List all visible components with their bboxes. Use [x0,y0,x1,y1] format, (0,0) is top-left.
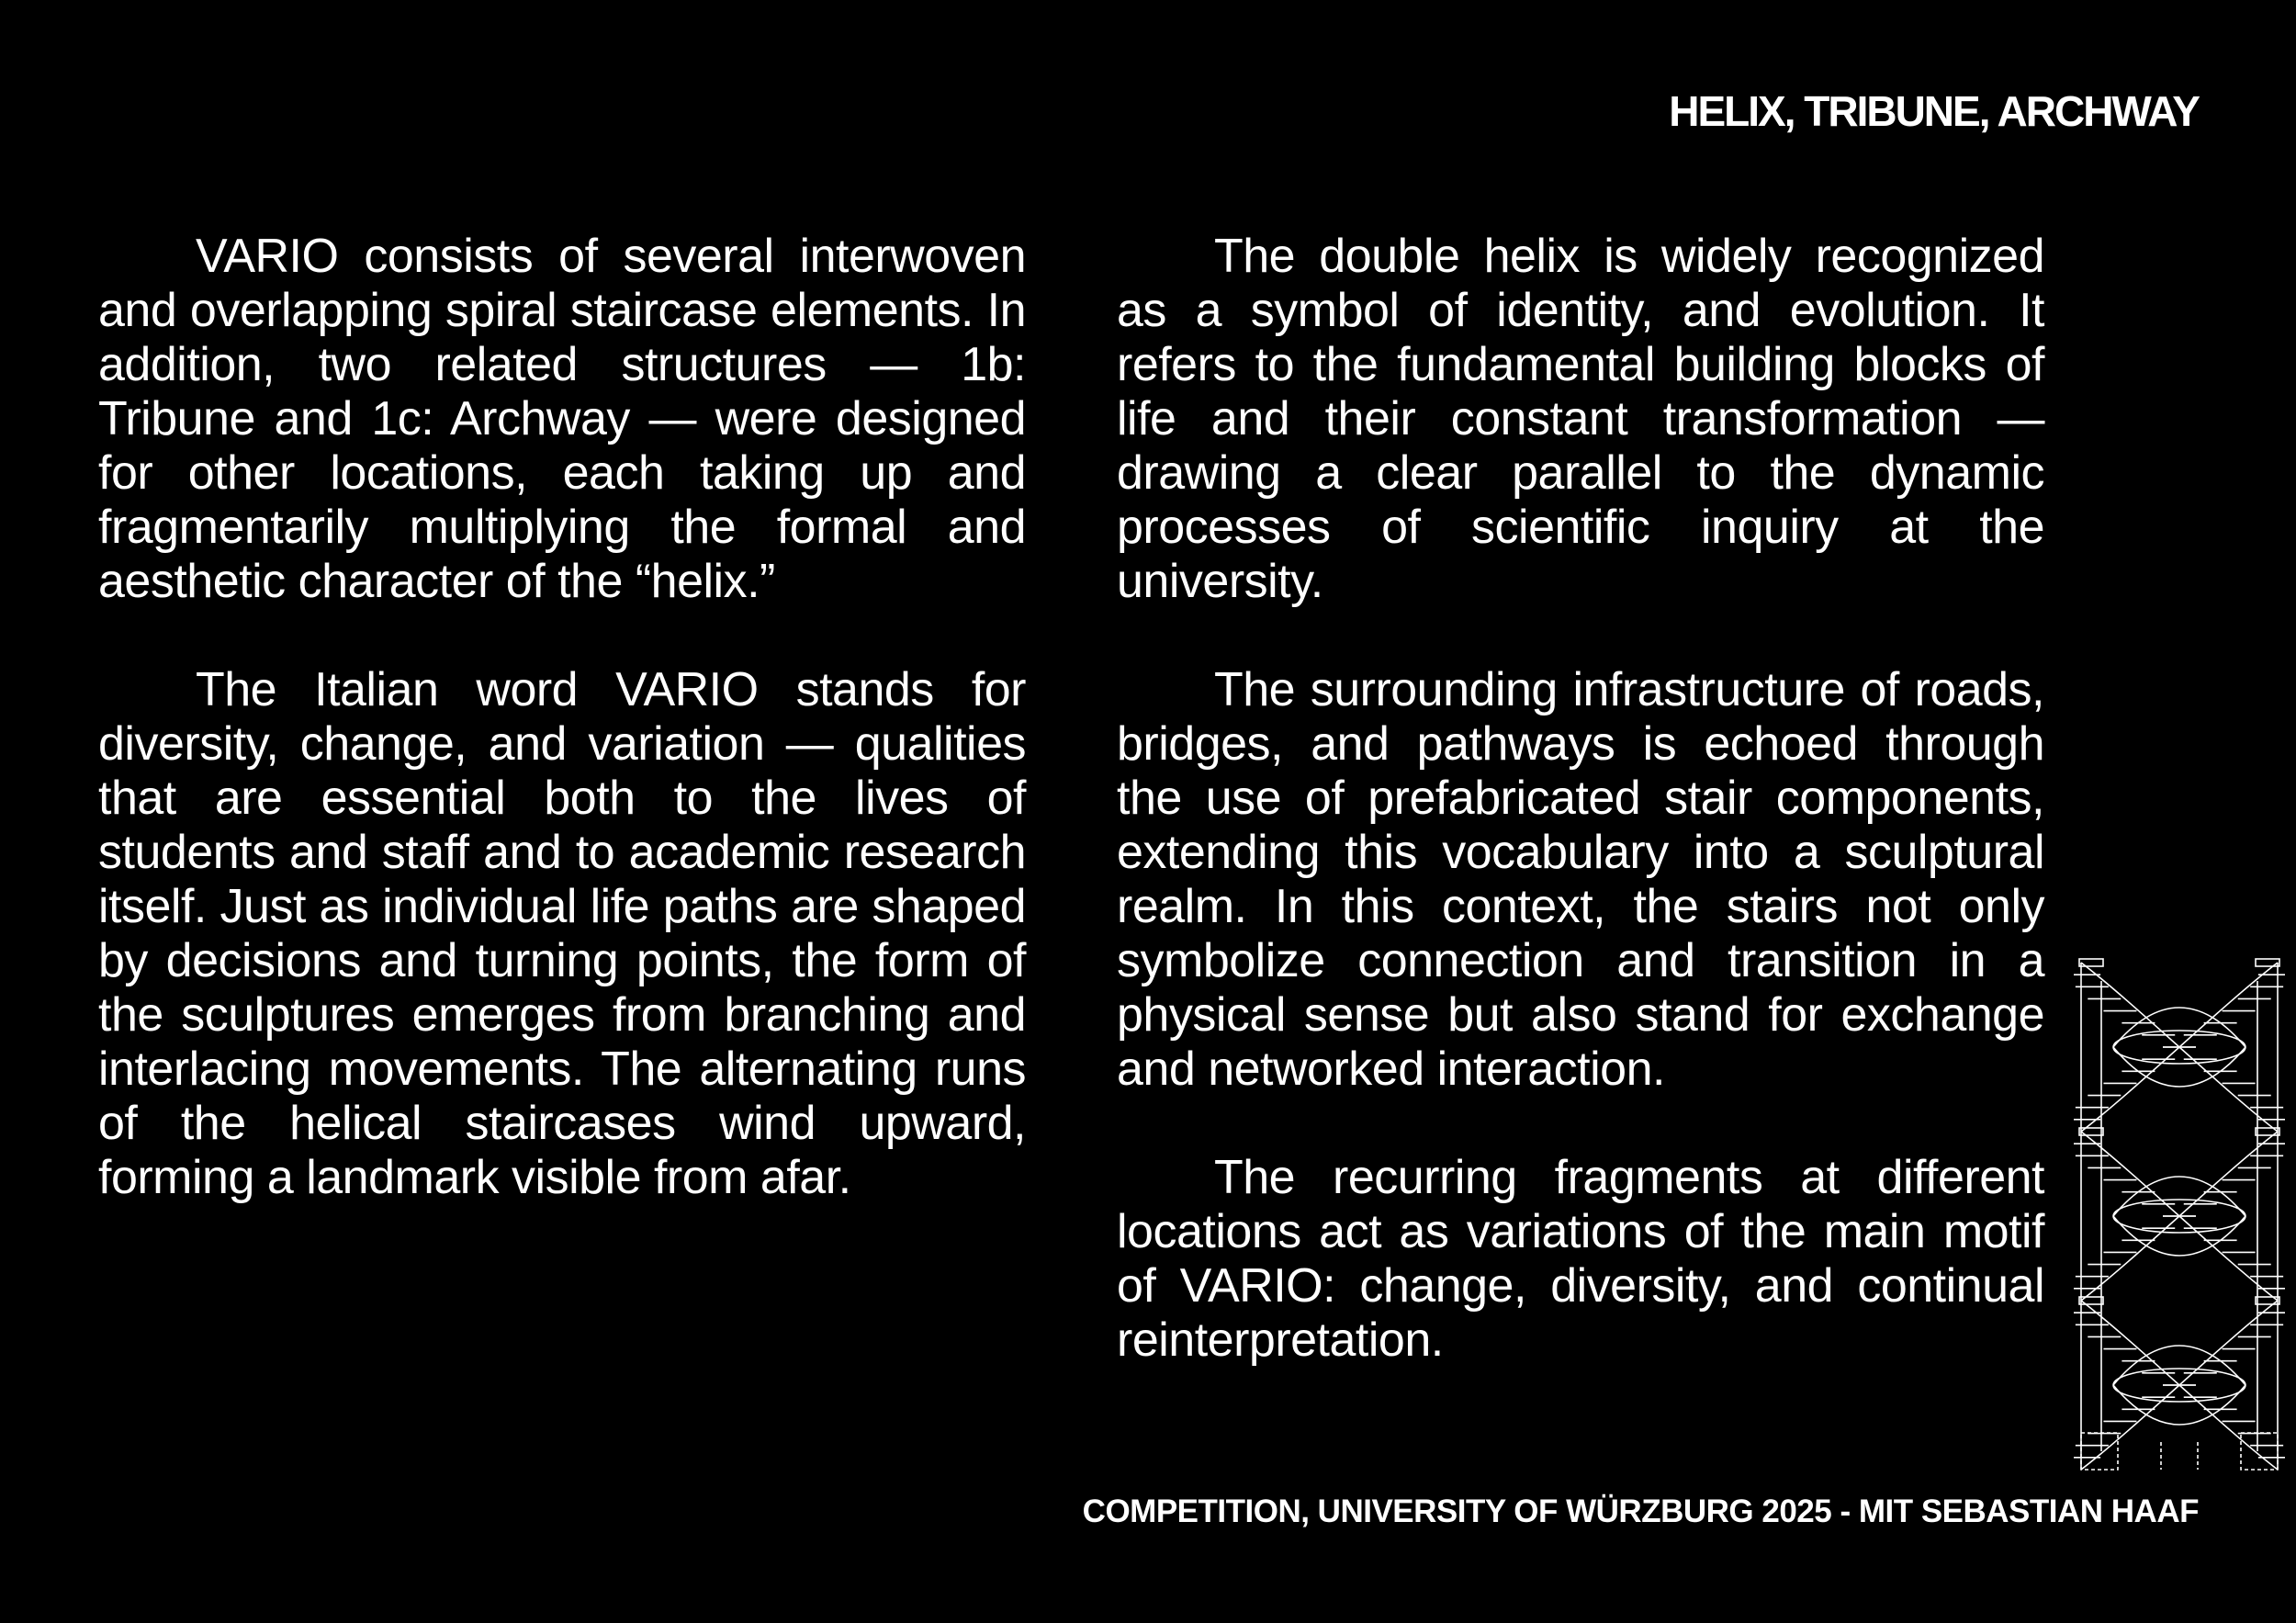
paragraph: The surrounding infrastructure of roads, bridges, and pathways is echoed through the use of prefabricated stair components, extending this vocabulary into a sculptural realm. In this context, the stairs not only symbolize connection and transition in a physical sense but also stand for exchange and networked interaction. [1117,663,2044,1096]
page-title: HELIX, TRIBUNE, ARCHWAY [1669,87,2199,135]
text-column-right [1117,230,2044,1422]
footer-credit: COMPETITION, UNIVERSITY OF WÜRZBURG 2025 - MIT SEBASTIAN HAAF [1082,1493,2199,1529]
text-column-left [98,230,1026,1259]
paragraph: VARIO consists of several interwoven and overlapping spiral staircase elements. In addition, two related structures — 1b: Tribune and 1c: Archway — were designed for other locations, each taking up and fragmentarily multiplying the formal and aesthetic character of the “helix.” [98,230,1026,608]
paragraph: The recurring fragments at different locations act as variations of the main motif of VARIO: change, diversity, and continual reinterpretation. [1117,1151,2044,1367]
double-helix-staircase-drawing-icon [2074,955,2285,1481]
paragraph: The double helix is widely recognized as a symbol of identity, and evolution. It refers to the fundamental building blocks of life and their constant transformation — drawing a clear parallel to the dynamic processes of scientific inquiry at the university. [1117,230,2044,608]
paragraph: The Italian word VARIO stands for diversity, change, and variation — qualities that are essential both to the lives of students and staff and to academic research itself. Just as individual life paths are shaped by decisions and turning points, the form of the sculptures emerges from branching and interlacing movements. The alternating runs of the helical staircases wind upward, forming a landmark visible from afar. [98,663,1026,1204]
